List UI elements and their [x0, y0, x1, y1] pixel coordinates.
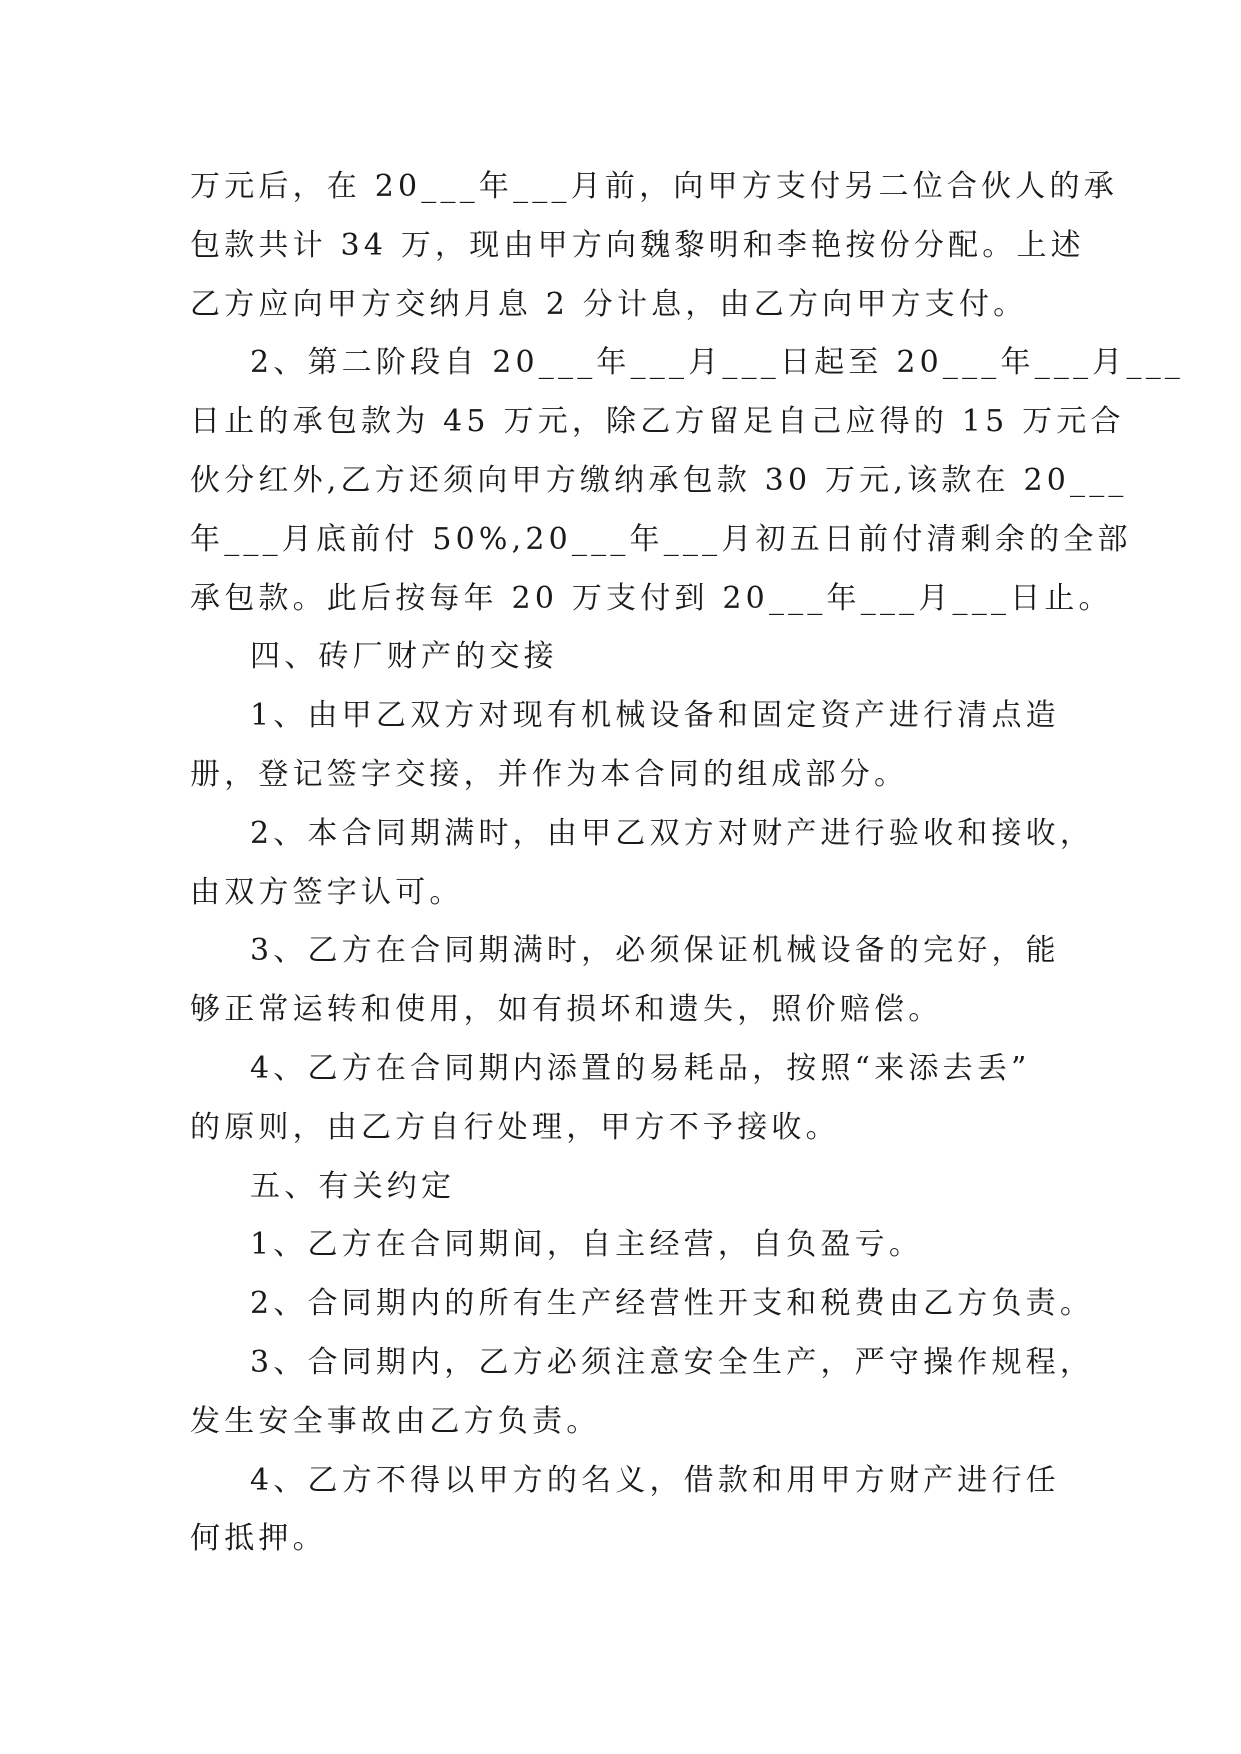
- text-line: 的原则，由乙方自行处理，甲方不予接收。: [190, 1109, 840, 1145]
- text-line: 万元后，在 20___年___月前，向甲方支付另二位合伙人的承: [190, 169, 1118, 204]
- section-heading: 五、有关约定: [250, 1168, 456, 1204]
- text-line: 3、合同期内，乙方必须注意安全生产，严守操作规程，: [250, 1344, 1095, 1380]
- document-body: [190, 158, 1185, 1569]
- text-line: 4、乙方不得以甲方的名义，借款和用甲方财产进行任: [250, 1462, 1060, 1498]
- text-line: 何抵押。: [190, 1521, 327, 1557]
- text-line: 伙分红外,乙方还须向甲方缴纳承包款 30 万元,该款在 20___: [190, 462, 1128, 498]
- text-line: 由双方签字认可。: [190, 874, 464, 910]
- text-line: 乙方应向甲方交纳月息 2 分计息，由乙方向甲方支付。: [190, 286, 1028, 322]
- text-line: 4、乙方在合同期内添置的易耗品，按照“来添去丢”: [250, 1050, 1031, 1086]
- text-line: 2、第二阶段自 20___年___月___日起至 20___年___月___: [250, 345, 1185, 381]
- text-line: 1、由甲乙双方对现有机械设备和固定资产进行清点造: [250, 698, 1060, 734]
- text-line: 包款共计 34 万，现由甲方向魏黎明和李艳按份分配。上述: [190, 227, 1085, 263]
- text-line: 2、合同期内的所有生产经营性开支和税费由乙方负责。: [250, 1286, 1095, 1322]
- text-line: 1、乙方在合同期间，自主经营，自负盈亏。: [250, 1227, 924, 1263]
- text-line: 2、本合同期满时，由甲乙双方对财产进行验收和接收，: [250, 815, 1095, 851]
- text-line: 册，登记签字交接，并作为本合同的组成部分。: [190, 756, 909, 792]
- text-line: 承包款。此后按每年 20 万支付到 20___年___月___日止。: [190, 580, 1113, 616]
- section-heading: 四、砖厂财产的交接: [250, 639, 558, 675]
- text-line: 3、乙方在合同期满时，必须保证机械设备的完好，能: [250, 933, 1060, 969]
- text-line: 日止的承包款为 45 万元，除乙方留足自己应得的 15 万元合: [190, 404, 1125, 440]
- text-line: 年___月底前付 50%,20___年___月初五日前付清剩余的全部: [190, 521, 1132, 557]
- text-line: 够正常运转和使用，如有损坏和遗失，照价赔偿。: [190, 992, 943, 1028]
- text-line: 发生安全事故由乙方负责。: [190, 1403, 601, 1439]
